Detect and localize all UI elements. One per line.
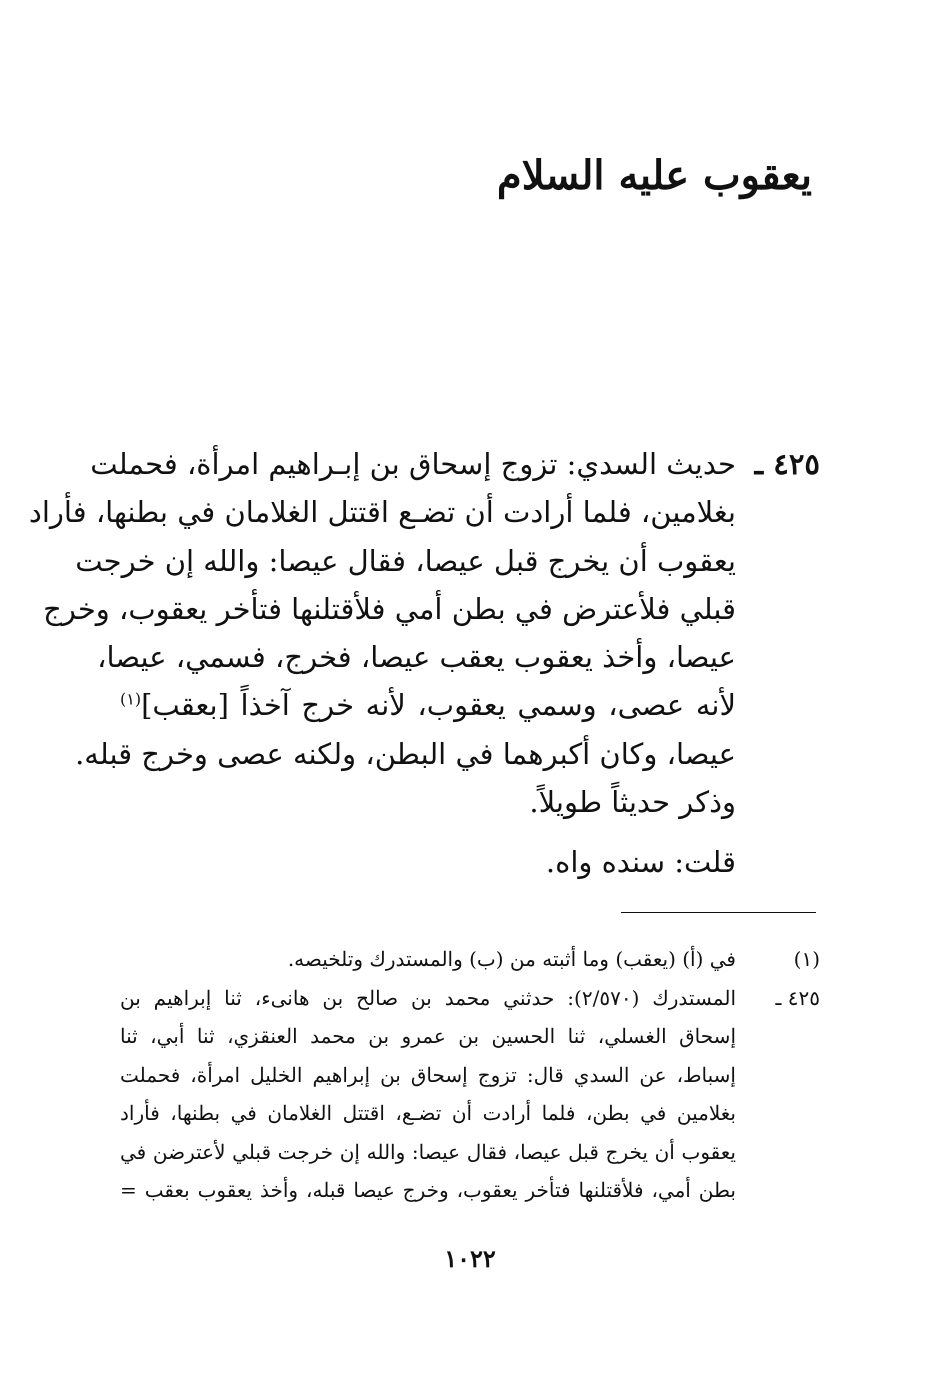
entry-line bbox=[120, 778, 820, 826]
entry-line bbox=[28, 488, 820, 536]
footnote-text: المستدرك (٢/٥٧٠): حدثني محمد بن صالح بن هانىء، ثنا إبراهيم بن bbox=[120, 985, 736, 1010]
footnote-reference: (١) bbox=[120, 689, 142, 709]
entry-line bbox=[75, 537, 820, 585]
footnote-line bbox=[120, 1094, 820, 1133]
footnote-line bbox=[120, 1056, 820, 1095]
entry-text-line: حديث السدي: تزوج إسحاق بن إبـراهيم امرأة، فحملت bbox=[90, 447, 736, 481]
page-number: ١٠٢٢ bbox=[444, 1244, 496, 1273]
footnote-text: يعقوب أن يخرج قبل عيصا، فقال عيصا: والله إن خرجت قبلي لأعترضن في bbox=[120, 1139, 736, 1164]
entry-line bbox=[90, 440, 820, 488]
entry-text-line: وذكر حديثاً طويلاً. bbox=[529, 785, 736, 820]
footnote-text: في (أ) (يعقب) وما أثبته من (ب) والمستدرك وتلخيصه. bbox=[287, 947, 736, 971]
entry-text-segment: لأنه عصى، وسمي يعقوب، لأنه خرج آخذاً [بعقب] bbox=[141, 688, 736, 723]
footnotes bbox=[120, 940, 820, 1210]
footnote-text: إسحاق الغسلي، ثنا الحسين بن عمرو بن محمد العنقزي، ثنا أبي، ثنا bbox=[120, 1024, 736, 1048]
footnote-separator bbox=[621, 912, 816, 913]
entry-text-line: بغلامين، فلما أرادت أن تضـع اقتتل الغلامان في بطنها، فأراد bbox=[28, 495, 736, 530]
entry-text-line: عيصا، وكان أكبرهما في البطن، ولكنه عصى وخرج قبله. bbox=[75, 736, 736, 771]
footnote-line bbox=[120, 1017, 820, 1056]
footnote-number: ٤٢٥ ـ bbox=[775, 985, 820, 1010]
footnote-line bbox=[120, 1133, 820, 1172]
footnote-line bbox=[120, 1171, 820, 1210]
footnote-text: بطن أمي، فلأقتلنها فتأخر يعقوب، وخرج عيصا قبله، وأخذ يعقوب بعقب = bbox=[120, 1178, 736, 1202]
footnote-line bbox=[120, 979, 820, 1018]
entry-text-line: عيصا، وأخذ يعقوب يعقب عيصا، فخرج، فسمي، عيصا، bbox=[97, 640, 736, 675]
footnote-text: إسباط، عن السدي قال: تزوج إسحاق بن إبراهيم الخليل امرأة، فحملت bbox=[120, 1062, 736, 1087]
entry-line bbox=[75, 730, 820, 778]
footnote-line bbox=[120, 940, 820, 979]
entry-text-line: يعقوب أن يخرج قبل عيصا، فقال عيصا: والله إن خرجت bbox=[75, 543, 736, 578]
entry-line bbox=[120, 681, 820, 729]
entry-line bbox=[43, 585, 820, 633]
entry-text-line-with-footnote bbox=[120, 681, 736, 729]
entry-comment-line bbox=[120, 838, 820, 886]
hadith-entry bbox=[28, 440, 820, 887]
footnote-number: (١) bbox=[793, 947, 820, 971]
entry-text-line: قبلي فلأعترض في بطن أمي فلأقتلنها فتأخر يعقوب، وخرج bbox=[43, 591, 736, 626]
entry-line bbox=[97, 633, 820, 681]
entry-comment: قلت: سنده واه. bbox=[545, 845, 736, 880]
entry-number: ٤٢٥ ـ bbox=[754, 447, 820, 481]
chapter-title: يعقوب عليه السلام bbox=[496, 152, 812, 199]
footnote-text: بغلامين في بطن، فلما أرادت أن تضـع، اقتتل الغلامان في بطنها، فأراد bbox=[120, 1101, 737, 1125]
